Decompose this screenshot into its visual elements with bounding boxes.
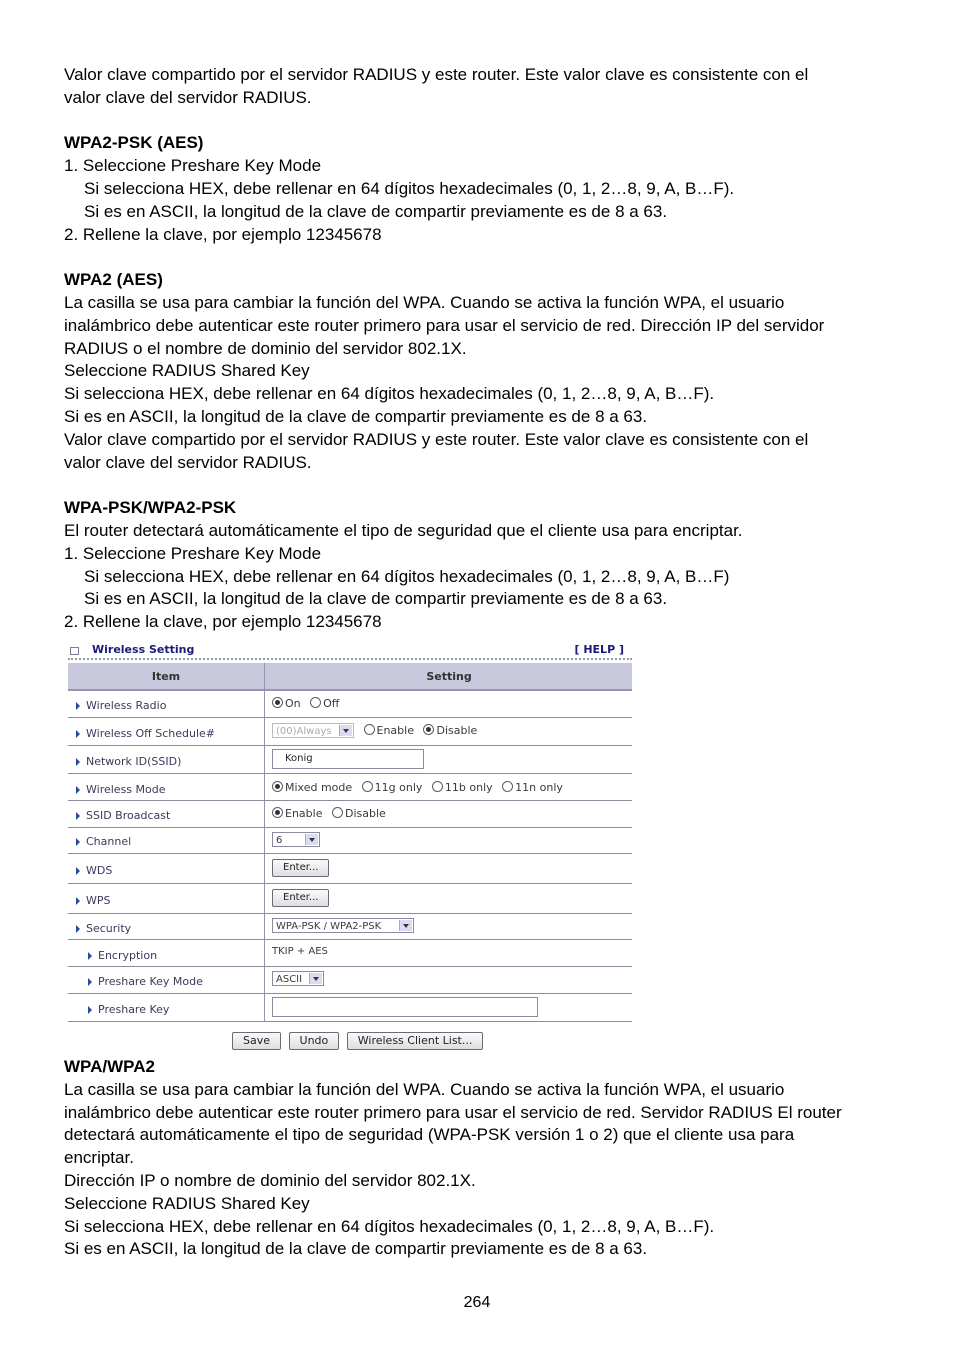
table-row (68, 746, 632, 774)
row-label-ssid: Network ID(SSID) (76, 755, 181, 768)
row-label-wps: WPS (76, 894, 111, 907)
table-header (68, 663, 632, 691)
setting-channel (272, 832, 320, 847)
preshare-key-input[interactable] (272, 997, 538, 1017)
paragraph: Si es en ASCII, la longitud de la clave de compartir previamente es de 8 a 63. (64, 406, 648, 426)
setting-schedule: (00)Always Enable Disable (272, 723, 483, 738)
ssid-input[interactable]: Konig (272, 749, 424, 769)
row-label-preshare-key: Preshare Key (88, 1003, 169, 1016)
table-row (68, 718, 632, 746)
setting-ssid (272, 749, 424, 769)
undo-button[interactable]: Undo (289, 1032, 340, 1050)
paragraph: Valor clave compartido por el servidor RADIUS y este router. Este valor clave es consistente con el (64, 65, 809, 84)
chevron-down-icon (305, 834, 318, 845)
security-select[interactable]: WPA-PSK / WPA2-PSK (272, 918, 414, 933)
mode-mixed-radio[interactable] (272, 781, 283, 792)
broadcast-disable-radio[interactable] (332, 807, 343, 818)
table-row (68, 967, 632, 994)
paragraph: Seleccione RADIUS Shared Key (64, 1193, 310, 1213)
panel-title: Wireless Setting (92, 643, 195, 656)
action-buttons (232, 1032, 487, 1050)
setting-wps (272, 889, 329, 907)
chevron-down-icon (339, 725, 352, 736)
setting-security (272, 918, 414, 933)
radio-on[interactable] (272, 697, 283, 708)
section-heading-wpa-psk: WPA-PSK/WPA2-PSK (64, 498, 237, 518)
arrow-right-icon (88, 952, 92, 960)
table-row (68, 914, 632, 940)
mode-11b-radio[interactable] (432, 781, 443, 792)
schedule-enable-radio[interactable] (364, 724, 375, 735)
step-detail: Si selecciona HEX, debe rellenar en 64 dígitos hexadecimales (0, 1, 2…8, 9, A, B…F) (84, 566, 730, 586)
broadcast-enable-radio[interactable] (272, 807, 283, 818)
table-row (68, 884, 632, 914)
channel-select[interactable]: 6 (272, 832, 320, 847)
row-label-schedule: Wireless Off Schedule# (76, 727, 215, 740)
paragraph: Seleccione RADIUS Shared Key (64, 361, 310, 381)
step-line: 1. Seleccione Preshare Key Mode (64, 156, 322, 176)
row-label-encryption: Encryption (88, 949, 157, 962)
table-row (68, 854, 632, 884)
save-button[interactable]: Save (232, 1032, 281, 1050)
paragraph: Dirección IP o nombre de dominio del servidor 802.1X. (64, 1170, 476, 1190)
arrow-right-icon (76, 867, 80, 875)
step-line: 2. Rellene la clave, por ejemplo 12345678 (64, 224, 382, 244)
step-detail: Si es en ASCII, la longitud de la clave de compartir previamente es de 8 a 63. (84, 201, 668, 221)
row-label-channel: Channel (76, 835, 131, 848)
step-line: 2. Rellene la clave, por ejemplo 12345678 (64, 612, 382, 632)
arrow-right-icon (76, 730, 80, 738)
row-label-security: Security (76, 922, 131, 935)
setting-ssid-broadcast: Enable Disable (272, 807, 392, 820)
manual-text-top (64, 64, 894, 634)
mode-11g-radio[interactable] (362, 781, 373, 792)
section-heading-wpa2-aes: WPA2 (AES) (64, 270, 163, 290)
arrow-right-icon (76, 925, 80, 933)
paragraph: Si selecciona HEX, debe rellenar en 64 dígitos hexadecimales (0, 1, 2…8, 9, A, B…F). (64, 1216, 715, 1236)
row-label-wireless-mode: Wireless Mode (76, 783, 166, 796)
table-row (68, 994, 632, 1022)
table-row (68, 940, 632, 967)
step-line: 1. Seleccione Preshare Key Mode (64, 543, 322, 563)
wps-enter-button[interactable]: Enter... (272, 889, 329, 907)
encryption-value: TKIP + AES (272, 946, 328, 957)
radio-off[interactable] (310, 697, 321, 708)
row-label-wds: WDS (76, 864, 112, 877)
arrow-right-icon (76, 702, 80, 710)
preshare-key-mode-select[interactable]: ASCII (272, 971, 324, 986)
wds-enter-button[interactable]: Enter... (272, 859, 329, 877)
paragraph: encriptar. (64, 1148, 134, 1168)
row-label-ssid-broadcast: SSID Broadcast (76, 809, 170, 822)
chevron-down-icon (309, 973, 322, 984)
window-icon (70, 647, 79, 655)
step-detail: Si selecciona HEX, debe rellenar en 64 dígitos hexadecimales (0, 1, 2…8, 9, A, B…F). (84, 178, 735, 198)
arrow-right-icon (88, 978, 92, 986)
section-heading-wpa-wpa2: WPA/WPA2 (64, 1057, 155, 1076)
help-link[interactable]: [ HELP ] (574, 643, 624, 656)
table-row (68, 828, 632, 854)
table-row (68, 691, 632, 718)
row-label-preshare-key-mode: Preshare Key Mode (88, 975, 203, 988)
setting-preshare-key (272, 997, 538, 1017)
arrow-right-icon (76, 758, 80, 766)
step-detail: Si es en ASCII, la longitud de la clave de compartir previamente es de 8 a 63. (84, 589, 668, 609)
column-header-setting: Setting (426, 670, 472, 683)
title-divider (68, 658, 632, 660)
paragraph: detectará automáticamente el tipo de seguridad (WPA-PSK versión 1 o 2) que el cliente usa para (64, 1125, 795, 1145)
arrow-right-icon (76, 838, 80, 846)
paragraph: El router detectará automáticamente el tipo de seguridad que el cliente usa para encriptar. (64, 520, 743, 540)
paragraph: La casilla se usa para cambiar la función del WPA. Cuando se activa la función WPA, el usuario (64, 292, 785, 312)
arrow-right-icon (76, 897, 80, 905)
paragraph: Si es en ASCII, la longitud de la clave de compartir previamente es de 8 a 63. (64, 1239, 648, 1259)
column-header-item: Item (151, 670, 181, 683)
section-heading-wpa2-psk: WPA2-PSK (AES) (64, 133, 204, 153)
wireless-setting-panel (66, 638, 634, 1052)
schedule-select[interactable]: (00)Always (272, 723, 354, 738)
paragraph: La casilla se usa para cambiar la función del WPA. Cuando se activa la función WPA, el usuario (64, 1079, 785, 1099)
table-row (68, 774, 632, 801)
setting-wireless-mode: Mixed mode 11g only 11b only 11n only (272, 781, 569, 794)
arrow-right-icon (88, 1006, 92, 1014)
paragraph: valor clave del servidor RADIUS. (64, 452, 312, 472)
chevron-down-icon (399, 920, 412, 931)
setting-wds (272, 859, 329, 877)
wireless-client-list-button[interactable]: Wireless Client List... (347, 1032, 484, 1050)
table-row (68, 801, 632, 828)
arrow-right-icon (76, 786, 80, 794)
mode-11n-radio[interactable] (502, 781, 513, 792)
paragraph: RADIUS o el nombre de dominio del servidor 802.1X. (64, 338, 467, 358)
paragraph: Valor clave compartido por el servidor RADIUS y este router. Este valor clave es consistente con el (64, 429, 809, 449)
paragraph: inalámbrico debe autenticar este router primero para usar el servicio de red. Dirección IP del servidor (64, 315, 825, 335)
setting-preshare-key-mode (272, 971, 324, 986)
setting-wireless-radio: On Off (272, 697, 345, 710)
manual-text-bottom (64, 1056, 894, 1261)
schedule-disable-radio[interactable] (423, 724, 434, 735)
row-label-wireless-radio: Wireless Radio (76, 699, 166, 712)
arrow-right-icon (76, 812, 80, 820)
paragraph: Si selecciona HEX, debe rellenar en 64 dígitos hexadecimales (0, 1, 2…8, 9, A, B…F). (64, 384, 715, 404)
page-number: 264 (463, 1294, 491, 1311)
paragraph: valor clave del servidor RADIUS. (64, 87, 312, 107)
paragraph: inalámbrico debe autenticar este router primero para usar el servicio de red. Servidor RADIUS El router (64, 1102, 842, 1122)
